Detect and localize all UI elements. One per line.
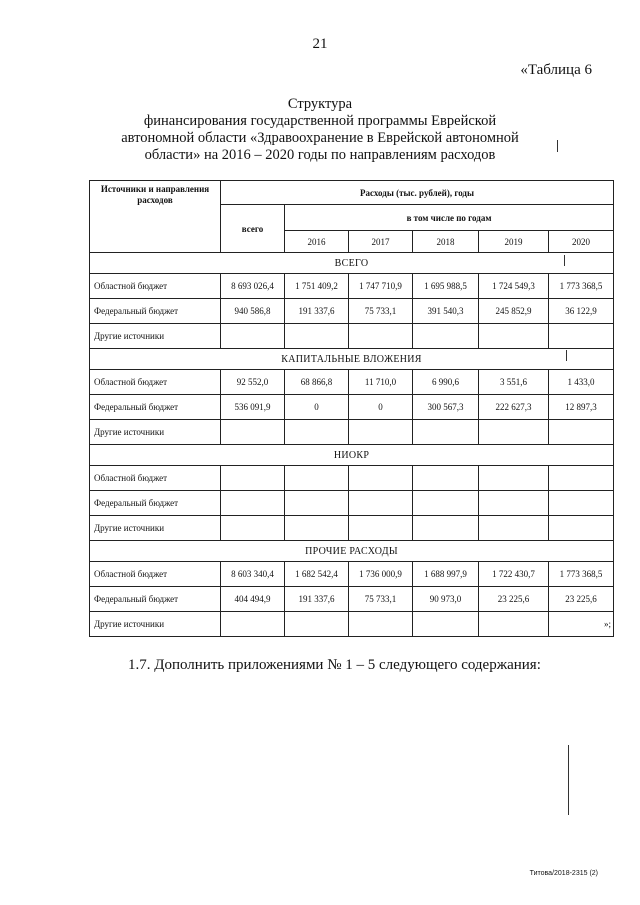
table-row	[90, 516, 614, 541]
year-value-cell	[413, 466, 479, 491]
year-value-cell: 300 567,3	[413, 395, 479, 420]
table-row	[90, 324, 614, 349]
section-title: КАПИТАЛЬНЫЕ ВЛОЖЕНИЯ	[90, 349, 614, 370]
year-value-cell: 6 990,6	[413, 370, 479, 395]
table-row	[90, 562, 614, 587]
year-value-cell	[413, 420, 479, 445]
year-value-cell: 90 973,0	[413, 587, 479, 612]
table-row	[90, 420, 614, 445]
year-value-cell: 1 773 368,5	[549, 562, 614, 587]
row-source-label: Другие источники	[90, 612, 221, 637]
header-by-year: в том числе по годам	[285, 205, 614, 231]
year-value-cell: 23 225,6	[549, 587, 614, 612]
year-value-cell	[285, 612, 349, 637]
year-value-cell: 1 747 710,9	[349, 274, 413, 299]
year-value-cell: 12 897,3	[549, 395, 614, 420]
year-value-cell	[349, 324, 413, 349]
year-value-cell	[285, 324, 349, 349]
table-label: «Таблица 6	[520, 62, 592, 78]
year-value-cell: 1 773 368,5	[549, 274, 614, 299]
year-value-cell	[479, 420, 549, 445]
year-value-cell: 391 540,3	[413, 299, 479, 324]
header-year: 2016	[285, 231, 349, 253]
table-row	[90, 612, 614, 637]
row-source-label: Федеральный бюджет	[90, 395, 221, 420]
row-source-label: Федеральный бюджет	[90, 299, 221, 324]
row-source-label: Федеральный бюджет	[90, 491, 221, 516]
year-value-cell: 75 733,1	[349, 587, 413, 612]
year-value-cell	[349, 420, 413, 445]
year-value-cell	[549, 491, 614, 516]
title-line: финансирования государственной программы Еврейской	[143, 113, 497, 129]
header-total: всего	[221, 205, 285, 253]
total-value-cell	[221, 466, 285, 491]
year-value-cell: 1 695 988,5	[413, 274, 479, 299]
title-line: Структура	[287, 96, 353, 112]
header-year: 2018	[413, 231, 479, 253]
row-source-label: Федеральный бюджет	[90, 587, 221, 612]
row-source-label: Областной бюджет	[90, 466, 221, 491]
year-value-cell: 23 225,6	[479, 587, 549, 612]
year-value-cell	[413, 491, 479, 516]
year-value-cell	[413, 324, 479, 349]
financing-table	[89, 180, 614, 637]
year-value-cell	[549, 420, 614, 445]
scan-mark	[564, 255, 565, 266]
year-value-cell	[285, 420, 349, 445]
table-row	[90, 395, 614, 420]
header-expenses: Расходы (тыс. рублей), годы	[221, 181, 614, 205]
section-title: ПРОЧИЕ РАСХОДЫ	[90, 541, 614, 562]
row-source-label: Другие источники	[90, 516, 221, 541]
year-value-cell	[479, 516, 549, 541]
year-value-cell: 11 710,0	[349, 370, 413, 395]
total-value-cell	[221, 420, 285, 445]
section-title: НИОКР	[90, 445, 614, 466]
total-value-cell: 8 693 026,4	[221, 274, 285, 299]
year-value-cell: 1 433,0	[549, 370, 614, 395]
table-row	[90, 370, 614, 395]
total-value-cell: 92 552,0	[221, 370, 285, 395]
year-value-cell	[479, 324, 549, 349]
year-value-cell	[285, 491, 349, 516]
row-source-label: Другие источники	[90, 324, 221, 349]
total-value-cell: 8 603 340,4	[221, 562, 285, 587]
scan-mark	[566, 350, 567, 361]
amendment-text: 1.7. Дополнить приложениями № 1 – 5 следующего содержания:	[128, 657, 541, 673]
year-value-cell: 68 866,8	[285, 370, 349, 395]
year-value-cell: 1 682 542,4	[285, 562, 349, 587]
year-value-cell: 1 736 000,9	[349, 562, 413, 587]
year-value-cell	[349, 516, 413, 541]
year-value-cell: 191 337,6	[285, 587, 349, 612]
scan-mark	[557, 140, 558, 152]
year-value-cell	[549, 466, 614, 491]
row-source-label: Областной бюджет	[90, 274, 221, 299]
year-value-cell: 36 122,9	[549, 299, 614, 324]
year-value-cell	[285, 516, 349, 541]
section-title: ВСЕГО	[90, 253, 614, 274]
total-value-cell	[221, 324, 285, 349]
row-source-label: Областной бюджет	[90, 370, 221, 395]
total-value-cell: 404 494,9	[221, 587, 285, 612]
table-row	[90, 466, 614, 491]
table-row	[90, 587, 614, 612]
year-value-cell: 0	[285, 395, 349, 420]
year-value-cell: »;	[549, 612, 614, 637]
header-year: 2019	[479, 231, 549, 253]
year-value-cell	[479, 491, 549, 516]
scan-mark	[568, 745, 569, 815]
year-value-cell	[479, 612, 549, 637]
total-value-cell: 940 586,8	[221, 299, 285, 324]
year-value-cell: 1 751 409,2	[285, 274, 349, 299]
year-value-cell: 1 724 549,3	[479, 274, 549, 299]
document-id: Титова/2018-2315 (2)	[529, 870, 598, 877]
table-row	[90, 274, 614, 299]
year-value-cell: 0	[349, 395, 413, 420]
table-row	[90, 299, 614, 324]
header-year: 2017	[349, 231, 413, 253]
year-value-cell: 191 337,6	[285, 299, 349, 324]
year-value-cell	[549, 324, 614, 349]
table-body	[90, 253, 614, 637]
year-value-cell: 222 627,3	[479, 395, 549, 420]
year-value-cell: 245 852,9	[479, 299, 549, 324]
title-line: области» на 2016 – 2020 годы по направлениям расходов	[144, 147, 496, 163]
row-source-label: Областной бюджет	[90, 562, 221, 587]
year-value-cell: 1 688 997,9	[413, 562, 479, 587]
title-line: автономной области «Здравоохранение в Еврейской автономной	[121, 130, 519, 146]
total-value-cell: 536 091,9	[221, 395, 285, 420]
year-value-cell: 1 722 430,7	[479, 562, 549, 587]
row-source-label: Другие источники	[90, 420, 221, 445]
year-value-cell	[285, 466, 349, 491]
total-value-cell	[221, 491, 285, 516]
year-value-cell	[413, 612, 479, 637]
page-number: 21	[312, 36, 328, 52]
table-title	[0, 96, 640, 164]
year-value-cell	[549, 516, 614, 541]
year-value-cell	[479, 466, 549, 491]
year-value-cell	[349, 612, 413, 637]
header-source: Источники и направления расходов	[90, 181, 221, 253]
year-value-cell	[413, 516, 479, 541]
year-value-cell: 75 733,1	[349, 299, 413, 324]
total-value-cell	[221, 516, 285, 541]
year-value-cell	[349, 491, 413, 516]
table-row	[90, 491, 614, 516]
year-value-cell	[349, 466, 413, 491]
header-year: 2020	[549, 231, 614, 253]
year-value-cell: 3 551,6	[479, 370, 549, 395]
total-value-cell	[221, 612, 285, 637]
